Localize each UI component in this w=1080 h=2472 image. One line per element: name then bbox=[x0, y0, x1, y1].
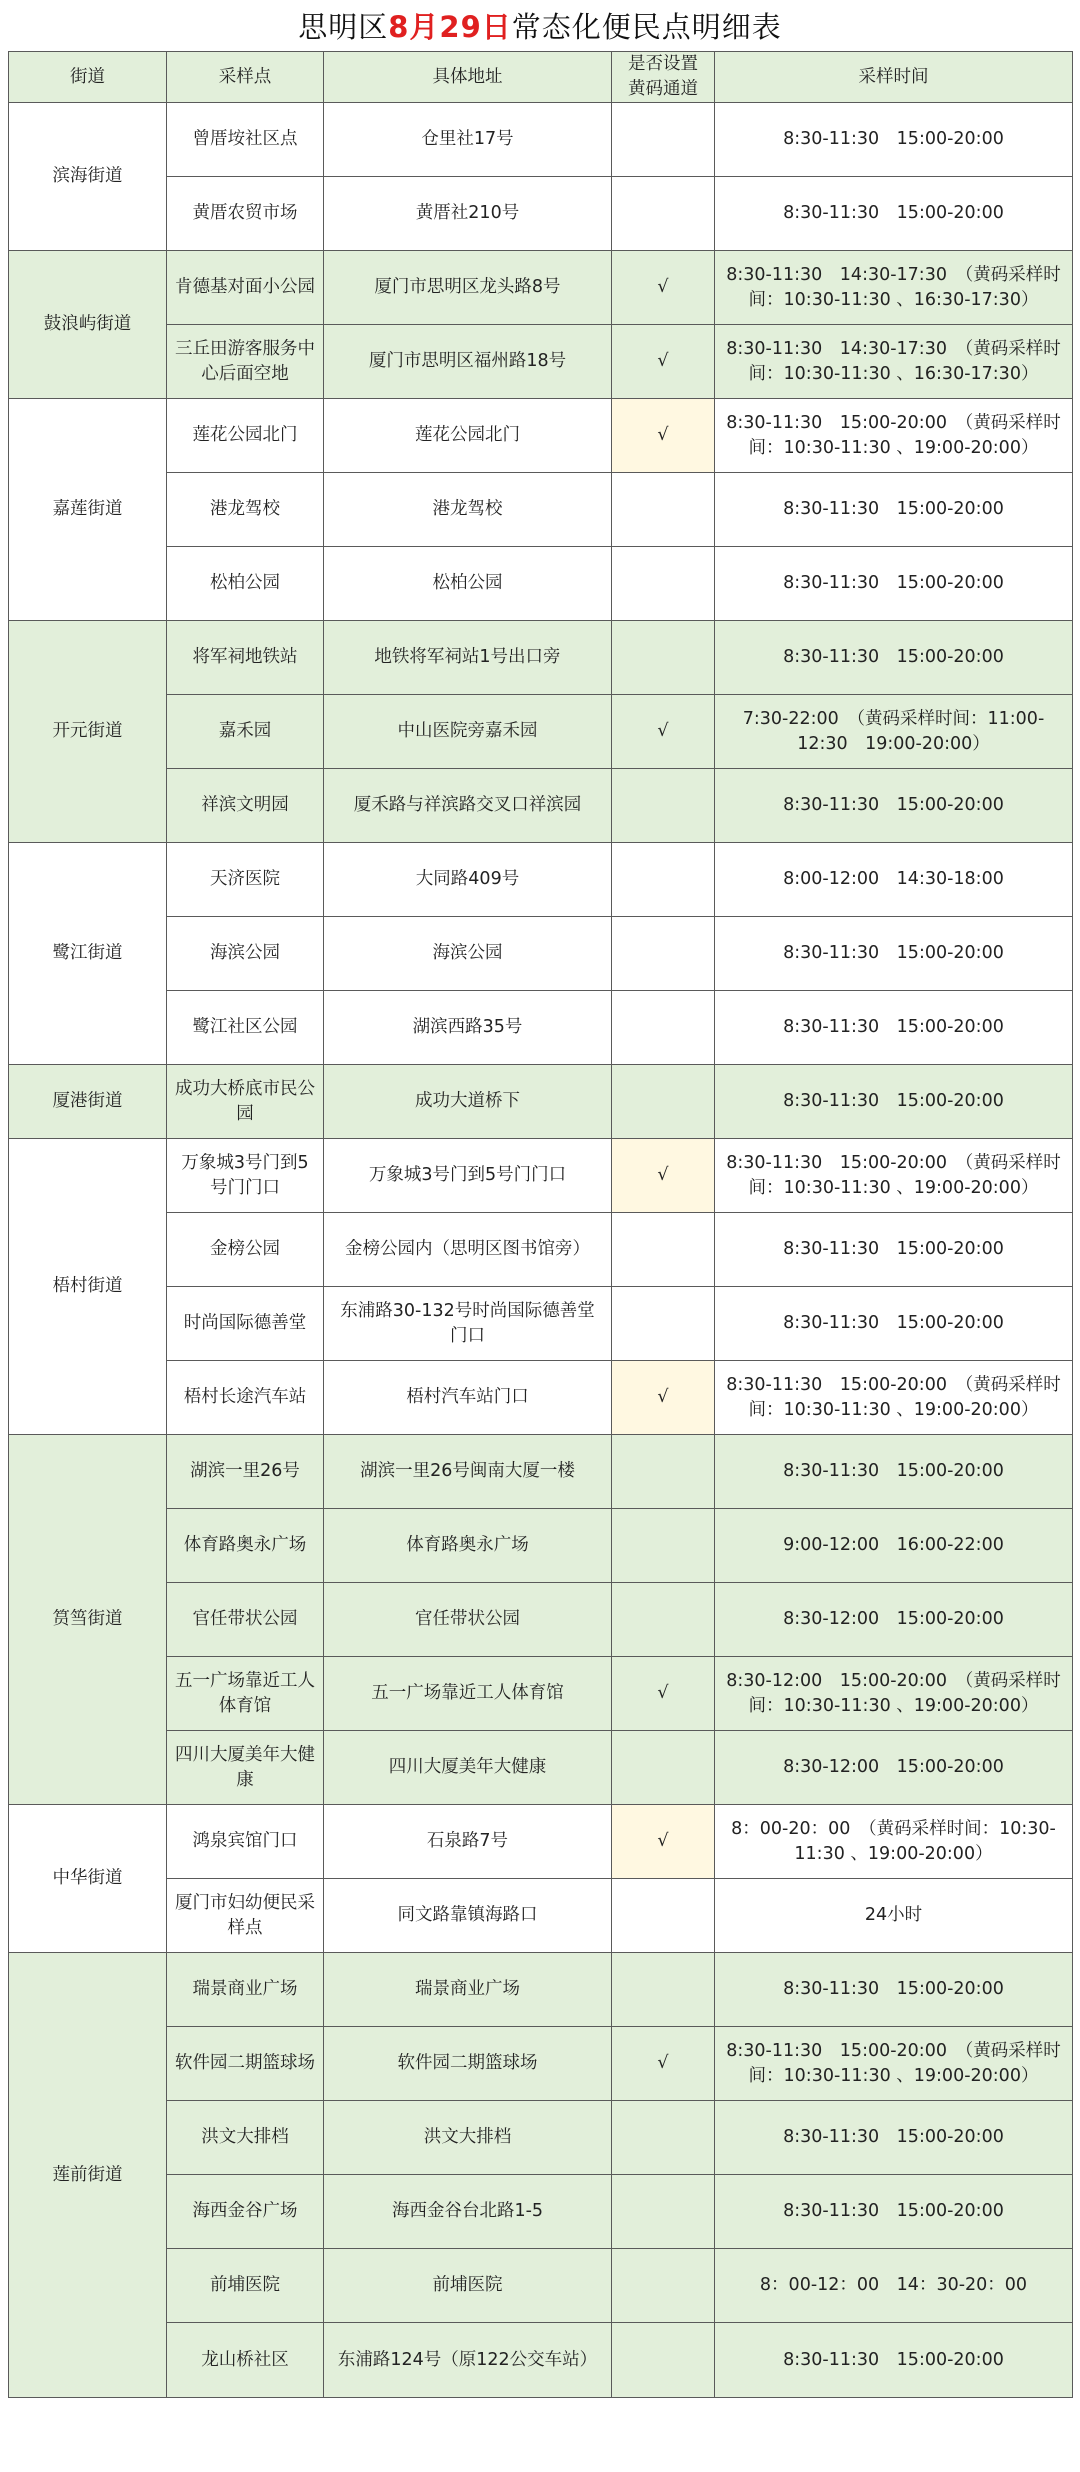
site-cell: 肯德基对面小公园 bbox=[167, 251, 324, 325]
table-row bbox=[9, 621, 1073, 695]
address-cell: 成功大道桥下 bbox=[324, 1065, 612, 1139]
time-cell: 8:30-11:30 15:00-20:00 bbox=[715, 1435, 1073, 1509]
yellow-channel-cell bbox=[612, 917, 715, 991]
yellow-channel-cell bbox=[612, 1731, 715, 1805]
street-cell: 嘉莲街道 bbox=[9, 399, 167, 621]
site-cell: 三丘田游客服务中心后面空地 bbox=[167, 325, 324, 399]
table-row bbox=[9, 1953, 1073, 2027]
page-title bbox=[0, 0, 1080, 50]
time-cell: 8:30-11:30 15:00-20:00 bbox=[715, 2175, 1073, 2249]
table-row bbox=[9, 177, 1073, 251]
time-cell: 8:30-11:30 15:00-20:00 （黄码采样时间：10:30-11:30 、19:00-20:00） bbox=[715, 1361, 1073, 1435]
header-street: 街道 bbox=[9, 52, 167, 103]
address-cell: 厦禾路与祥滨路交叉口祥滨园 bbox=[324, 769, 612, 843]
time-cell: 8:30-11:30 15:00-20:00 bbox=[715, 547, 1073, 621]
address-cell: 中山医院旁嘉禾园 bbox=[324, 695, 612, 769]
site-cell: 体育路奥永广场 bbox=[167, 1509, 324, 1583]
time-cell: 24小时 bbox=[715, 1879, 1073, 1953]
address-cell: 万象城3号门到5号门门口 bbox=[324, 1139, 612, 1213]
address-cell: 大同路409号 bbox=[324, 843, 612, 917]
street-cell: 滨海街道 bbox=[9, 103, 167, 251]
site-cell: 湖滨一里26号 bbox=[167, 1435, 324, 1509]
address-cell: 梧村汽车站门口 bbox=[324, 1361, 612, 1435]
time-cell: 8:00-12:00 14:30-18:00 bbox=[715, 843, 1073, 917]
address-cell: 海滨公园 bbox=[324, 917, 612, 991]
site-cell: 海西金谷广场 bbox=[167, 2175, 324, 2249]
time-cell: 8：00-12：00 14：30-20：00 bbox=[715, 2249, 1073, 2323]
yellow-channel-cell bbox=[612, 177, 715, 251]
yellow-channel-cell bbox=[612, 1287, 715, 1361]
time-cell: 8:30-11:30 15:00-20:00 bbox=[715, 769, 1073, 843]
site-cell: 龙山桥社区 bbox=[167, 2323, 324, 2398]
address-cell: 瑞景商业广场 bbox=[324, 1953, 612, 2027]
site-cell: 海滨公园 bbox=[167, 917, 324, 991]
time-cell: 8:30-11:30 15:00-20:00 （黄码采样时间：10:30-11:30 、19:00-20:00） bbox=[715, 2027, 1073, 2101]
time-cell: 8:30-11:30 15:00-20:00 bbox=[715, 621, 1073, 695]
time-cell: 8:30-11:30 14:30-17:30 （黄码采样时间：10:30-11:30 、16:30-17:30） bbox=[715, 325, 1073, 399]
site-cell: 鹭江社区公园 bbox=[167, 991, 324, 1065]
street-cell: 筼筜街道 bbox=[9, 1435, 167, 1805]
yellow-channel-cell bbox=[612, 621, 715, 695]
yellow-channel-cell bbox=[612, 103, 715, 177]
yellow-channel-cell bbox=[612, 547, 715, 621]
street-cell: 鹭江街道 bbox=[9, 843, 167, 1065]
yellow-channel-cell: √ bbox=[612, 251, 715, 325]
yellow-channel-cell: √ bbox=[612, 1805, 715, 1879]
street-cell: 厦港街道 bbox=[9, 1065, 167, 1139]
table-row bbox=[9, 473, 1073, 547]
time-cell: 8:30-11:30 15:00-20:00 bbox=[715, 1287, 1073, 1361]
address-cell: 黄厝社210号 bbox=[324, 177, 612, 251]
street-cell: 开元街道 bbox=[9, 621, 167, 843]
yellow-channel-cell bbox=[612, 2101, 715, 2175]
site-cell: 港龙驾校 bbox=[167, 473, 324, 547]
yellow-channel-cell bbox=[612, 1583, 715, 1657]
table-row bbox=[9, 547, 1073, 621]
address-cell: 东浦路124号（原122公交车站） bbox=[324, 2323, 612, 2398]
site-cell: 厦门市妇幼便民采样点 bbox=[167, 1879, 324, 1953]
address-cell: 莲花公园北门 bbox=[324, 399, 612, 473]
address-cell: 松柏公园 bbox=[324, 547, 612, 621]
yellow-channel-cell bbox=[612, 991, 715, 1065]
address-cell: 前埔医院 bbox=[324, 2249, 612, 2323]
table-row bbox=[9, 769, 1073, 843]
table-header-row bbox=[9, 52, 1073, 103]
address-cell: 洪文大排档 bbox=[324, 2101, 612, 2175]
time-cell: 8:30-12:00 15:00-20:00 bbox=[715, 1583, 1073, 1657]
table-body bbox=[9, 103, 1073, 2398]
table-row bbox=[9, 695, 1073, 769]
address-cell: 厦门市思明区龙头路8号 bbox=[324, 251, 612, 325]
site-cell: 莲花公园北门 bbox=[167, 399, 324, 473]
site-cell: 嘉禾园 bbox=[167, 695, 324, 769]
address-cell: 湖滨西路35号 bbox=[324, 991, 612, 1065]
yellow-channel-cell: √ bbox=[612, 1657, 715, 1731]
table-row bbox=[9, 2323, 1073, 2398]
table-row bbox=[9, 1213, 1073, 1287]
yellow-channel-cell bbox=[612, 1509, 715, 1583]
address-cell: 东浦路30-132号时尚国际德善堂门口 bbox=[324, 1287, 612, 1361]
header-address: 具体地址 bbox=[324, 52, 612, 103]
time-cell: 8:30-11:30 15:00-20:00 bbox=[715, 2101, 1073, 2175]
site-cell: 金榜公园 bbox=[167, 1213, 324, 1287]
site-cell: 四川大厦美年大健康 bbox=[167, 1731, 324, 1805]
street-cell: 中华街道 bbox=[9, 1805, 167, 1953]
site-cell: 成功大桥底市民公园 bbox=[167, 1065, 324, 1139]
yellow-channel-cell: √ bbox=[612, 695, 715, 769]
yellow-channel-cell: √ bbox=[612, 399, 715, 473]
time-cell: 8:30-11:30 15:00-20:00 bbox=[715, 1065, 1073, 1139]
table-row bbox=[9, 991, 1073, 1065]
yellow-channel-cell bbox=[612, 473, 715, 547]
site-cell: 官任带状公园 bbox=[167, 1583, 324, 1657]
time-cell: 8:30-11:30 15:00-20:00 bbox=[715, 1213, 1073, 1287]
table-row bbox=[9, 1065, 1073, 1139]
site-cell: 瑞景商业广场 bbox=[167, 1953, 324, 2027]
address-cell: 五一广场靠近工人体育馆 bbox=[324, 1657, 612, 1731]
header-time: 采样时间 bbox=[715, 52, 1073, 103]
site-cell: 曾厝垵社区点 bbox=[167, 103, 324, 177]
yellow-channel-cell bbox=[612, 1879, 715, 1953]
yellow-channel-cell: √ bbox=[612, 1139, 715, 1213]
table-row bbox=[9, 1509, 1073, 1583]
address-cell: 仓里社17号 bbox=[324, 103, 612, 177]
address-cell: 厦门市思明区福州路18号 bbox=[324, 325, 612, 399]
address-cell: 金榜公园内（思明区图书馆旁） bbox=[324, 1213, 612, 1287]
table-row bbox=[9, 1287, 1073, 1361]
address-cell: 四川大厦美年大健康 bbox=[324, 1731, 612, 1805]
sampling-sites-table bbox=[8, 51, 1073, 2398]
time-cell: 8:30-12:00 15:00-20:00 （黄码采样时间：10:30-11:30 、19:00-20:00） bbox=[715, 1657, 1073, 1731]
table-row bbox=[9, 2175, 1073, 2249]
time-cell: 8:30-11:30 15:00-20:00 bbox=[715, 473, 1073, 547]
time-cell: 8:30-11:30 15:00-20:00 bbox=[715, 991, 1073, 1065]
yellow-channel-cell bbox=[612, 843, 715, 917]
table-row bbox=[9, 1657, 1073, 1731]
yellow-channel-cell bbox=[612, 2175, 715, 2249]
time-cell: 8：00-20：00 （黄码采样时间：10:30-11:30 、19:00-20:00） bbox=[715, 1805, 1073, 1879]
time-cell: 7:30-22:00 （黄码采样时间：11:00-12:30 19:00-20:00） bbox=[715, 695, 1073, 769]
address-cell: 海西金谷台北路1-5 bbox=[324, 2175, 612, 2249]
table-row bbox=[9, 1361, 1073, 1435]
site-cell: 松柏公园 bbox=[167, 547, 324, 621]
time-cell: 9:00-12:00 16:00-22:00 bbox=[715, 1509, 1073, 1583]
yellow-channel-cell bbox=[612, 1953, 715, 2027]
time-cell: 8:30-11:30 15:00-20:00 bbox=[715, 1953, 1073, 2027]
table-row bbox=[9, 917, 1073, 991]
table-row bbox=[9, 2027, 1073, 2101]
table-row bbox=[9, 1583, 1073, 1657]
street-cell: 莲前街道 bbox=[9, 1953, 167, 2398]
yellow-channel-cell bbox=[612, 769, 715, 843]
time-cell: 8:30-11:30 15:00-20:00 bbox=[715, 2323, 1073, 2398]
yellow-channel-cell: √ bbox=[612, 325, 715, 399]
table-row bbox=[9, 1879, 1073, 1953]
time-cell: 8:30-11:30 15:00-20:00 （黄码采样时间：10:30-11:30 、19:00-20:00） bbox=[715, 399, 1073, 473]
time-cell: 8:30-11:30 15:00-20:00 （黄码采样时间：10:30-11:30 、19:00-20:00） bbox=[715, 1139, 1073, 1213]
address-cell: 石泉路7号 bbox=[324, 1805, 612, 1879]
site-cell: 洪文大排档 bbox=[167, 2101, 324, 2175]
yellow-channel-cell: √ bbox=[612, 2027, 715, 2101]
time-cell: 8:30-11:30 15:00-20:00 bbox=[715, 103, 1073, 177]
site-cell: 前埔医院 bbox=[167, 2249, 324, 2323]
yellow-channel-cell bbox=[612, 1065, 715, 1139]
yellow-channel-cell bbox=[612, 1213, 715, 1287]
yellow-channel-cell bbox=[612, 2249, 715, 2323]
title-suffix: 常态化便民点明细表 bbox=[511, 9, 782, 44]
yellow-channel-cell bbox=[612, 2323, 715, 2398]
table-row bbox=[9, 843, 1073, 917]
table-row bbox=[9, 399, 1073, 473]
address-cell: 体育路奥永广场 bbox=[324, 1509, 612, 1583]
site-cell: 鸿泉宾馆门口 bbox=[167, 1805, 324, 1879]
time-cell: 8:30-12:00 15:00-20:00 bbox=[715, 1731, 1073, 1805]
title-prefix: 思明区 bbox=[298, 9, 389, 44]
street-cell: 梧村街道 bbox=[9, 1139, 167, 1435]
table-row bbox=[9, 2249, 1073, 2323]
street-cell: 鼓浪屿街道 bbox=[9, 251, 167, 399]
site-cell: 祥滨文明园 bbox=[167, 769, 324, 843]
site-cell: 万象城3号门到5号门门口 bbox=[167, 1139, 324, 1213]
table-row bbox=[9, 1805, 1073, 1879]
site-cell: 天济医院 bbox=[167, 843, 324, 917]
table-row bbox=[9, 325, 1073, 399]
table-row bbox=[9, 2101, 1073, 2175]
time-cell: 8:30-11:30 15:00-20:00 bbox=[715, 917, 1073, 991]
time-cell: 8:30-11:30 15:00-20:00 bbox=[715, 177, 1073, 251]
address-cell: 港龙驾校 bbox=[324, 473, 612, 547]
site-cell: 五一广场靠近工人体育馆 bbox=[167, 1657, 324, 1731]
site-cell: 时尚国际德善堂 bbox=[167, 1287, 324, 1361]
site-cell: 将军祠地铁站 bbox=[167, 621, 324, 695]
table-row bbox=[9, 1435, 1073, 1509]
site-cell: 梧村长途汽车站 bbox=[167, 1361, 324, 1435]
title-date: 8月29日 bbox=[388, 9, 512, 44]
site-cell: 软件园二期篮球场 bbox=[167, 2027, 324, 2101]
address-cell: 官任带状公园 bbox=[324, 1583, 612, 1657]
table-row bbox=[9, 251, 1073, 325]
address-cell: 同文路靠镇海路口 bbox=[324, 1879, 612, 1953]
table-row bbox=[9, 1139, 1073, 1213]
yellow-channel-cell bbox=[612, 1435, 715, 1509]
header-yellow-channel: 是否设置黄码通道 bbox=[612, 52, 715, 103]
time-cell: 8:30-11:30 14:30-17:30 （黄码采样时间：10:30-11:30 、16:30-17:30） bbox=[715, 251, 1073, 325]
address-cell: 软件园二期篮球场 bbox=[324, 2027, 612, 2101]
site-cell: 黄厝农贸市场 bbox=[167, 177, 324, 251]
header-site: 采样点 bbox=[167, 52, 324, 103]
address-cell: 湖滨一里26号闽南大厦一楼 bbox=[324, 1435, 612, 1509]
table-row bbox=[9, 1731, 1073, 1805]
table-row bbox=[9, 103, 1073, 177]
address-cell: 地铁将军祠站1号出口旁 bbox=[324, 621, 612, 695]
yellow-channel-cell: √ bbox=[612, 1361, 715, 1435]
